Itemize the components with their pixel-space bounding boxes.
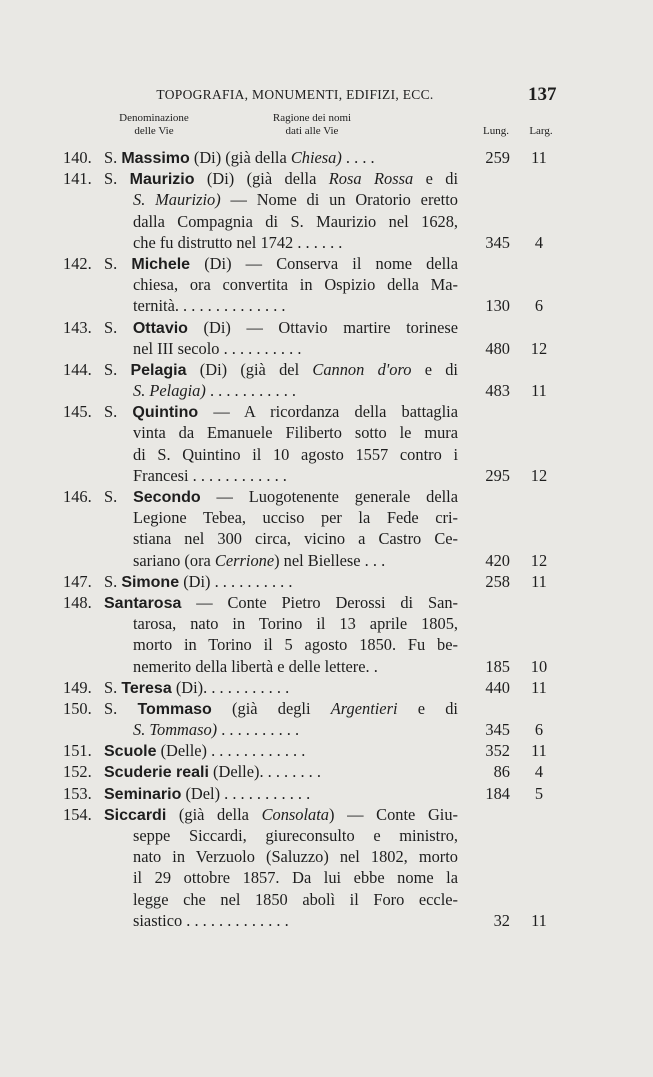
entry-text-segment: ternità. . . . . . . . . . . . . . xyxy=(133,296,286,316)
width-value: 11 xyxy=(531,741,547,761)
entry-continuation-line xyxy=(0,867,653,888)
entry-text xyxy=(133,867,458,888)
entry-text-segment: (Del) . . . . . . . . . . . xyxy=(181,783,311,803)
street-name: Massimo xyxy=(121,150,190,167)
entry-text-segment: . . . . . . . . . . xyxy=(217,720,300,740)
entry-text-segment: S. xyxy=(104,359,131,379)
entry-text-segment: S. xyxy=(104,571,122,591)
entry-continuation-line xyxy=(0,295,653,316)
entry-continuation-line xyxy=(0,380,653,401)
entry-continuation-line xyxy=(0,211,653,232)
street-entry xyxy=(0,317,653,359)
street-entry xyxy=(0,486,653,571)
entry-first-line xyxy=(0,168,653,189)
entry-first-line xyxy=(0,592,653,613)
entry-text xyxy=(133,889,458,910)
entry-number: 154. xyxy=(63,804,92,824)
entry-text xyxy=(104,761,458,783)
entry-text-segment: (Delle). . . . . . . . xyxy=(208,762,321,782)
entry-continuation-line xyxy=(0,889,653,910)
entry-continuation-line xyxy=(0,338,653,359)
entry-continuation-line xyxy=(0,846,653,867)
street-name: Siccardi xyxy=(104,806,167,824)
length-value: 352 xyxy=(485,741,510,761)
entry-text xyxy=(104,740,458,762)
former-name: Rosa Rossa xyxy=(328,169,414,189)
entry-number: 148. xyxy=(63,592,92,612)
street-name: Maurizio xyxy=(129,171,195,189)
former-name: Argentieri xyxy=(330,698,398,718)
entry-continuation-line xyxy=(0,613,653,634)
entry-text-segment: sariano (ora xyxy=(133,550,215,570)
entry-first-line xyxy=(0,761,653,782)
entry-first-line xyxy=(0,317,653,338)
width-value: 11 xyxy=(531,148,547,167)
entry-number: 153. xyxy=(63,783,92,803)
entry-first-line xyxy=(0,486,653,507)
entry-continuation-line xyxy=(0,422,653,443)
entry-text-segment: di S. Quintino il 10 agosto 1557 contro i xyxy=(133,444,458,464)
entry-text-segment: (Di) — Conserva il nome della xyxy=(190,253,458,273)
street-entry xyxy=(0,698,653,740)
width-value: 11 xyxy=(531,381,547,401)
length-value: 483 xyxy=(485,381,510,401)
street-name: Simone xyxy=(121,573,180,591)
entry-text xyxy=(104,677,458,699)
former-name: Cerrione xyxy=(214,550,275,570)
length-value: 86 xyxy=(493,762,510,782)
entry-number: 147. xyxy=(63,571,92,591)
length-value: 184 xyxy=(485,783,510,803)
entry-text-segment: S. xyxy=(104,677,122,697)
entry-text-segment: S. xyxy=(104,253,132,273)
former-name: S. Pelagia) xyxy=(133,381,206,401)
width-value: 12 xyxy=(530,550,548,570)
entry-first-line xyxy=(0,147,653,168)
entry-text-segment: (già della xyxy=(166,804,262,824)
page-number: 137 xyxy=(528,84,557,105)
length-value: 345 xyxy=(485,232,510,252)
entry-text xyxy=(133,338,458,359)
entry-continuation-line xyxy=(0,528,653,549)
width-value: 11 xyxy=(531,677,547,697)
street-name: Secondo xyxy=(133,489,201,506)
entry-text-segment: Legione Tebea, ucciso per la Fede cri- xyxy=(133,508,458,528)
entry-first-line xyxy=(0,698,653,719)
entry-number: 150. xyxy=(63,698,92,718)
entry-number: 149. xyxy=(63,677,92,697)
street-entry-list xyxy=(0,147,653,931)
street-entry xyxy=(0,168,653,253)
street-name: Ottavio xyxy=(132,319,188,337)
entry-text-segment: S. xyxy=(104,317,133,337)
entry-text xyxy=(104,147,458,169)
entry-first-line xyxy=(0,740,653,761)
entry-text xyxy=(104,401,458,423)
entry-text-segment: il 29 ottobre 1857. Da lui ebbe nome la xyxy=(133,868,458,888)
length-value: 259 xyxy=(485,148,510,167)
width-value: 6 xyxy=(534,720,544,740)
entry-text-segment: morto in Torino il 5 agosto 1850. Fu be- xyxy=(133,635,458,655)
entry-text xyxy=(104,253,458,275)
street-entry xyxy=(0,592,653,677)
length-value: 295 xyxy=(485,465,510,485)
entry-text xyxy=(133,422,458,443)
street-entry xyxy=(0,783,653,804)
width-value: 5 xyxy=(534,783,544,803)
street-entry xyxy=(0,359,653,401)
street-name: Seminario xyxy=(104,785,182,803)
column-header-ragione: Ragione dei nomi dati alle Vie xyxy=(272,112,352,137)
entry-text xyxy=(133,846,458,867)
entry-number: 145. xyxy=(63,402,92,422)
street-name: Santarosa xyxy=(104,594,182,612)
entry-number: 146. xyxy=(63,487,92,506)
width-value: 11 xyxy=(531,571,547,591)
entry-first-line xyxy=(0,359,653,380)
length-value: 258 xyxy=(485,571,510,591)
entry-number: 151. xyxy=(63,741,92,761)
entry-text-segment: S. xyxy=(104,698,138,718)
entry-text xyxy=(133,274,458,295)
entry-text-segment: ) nel Biellese . . . xyxy=(274,550,386,570)
column-header-lung: Lung. xyxy=(483,125,509,137)
length-value: 32 xyxy=(493,910,510,930)
entry-continuation-line xyxy=(0,825,653,846)
street-name: Scuderie reali xyxy=(104,764,209,782)
entry-number: 141. xyxy=(63,169,92,189)
entry-text-segment: legge che nel 1850 abolì il Foro eccle- xyxy=(133,889,458,909)
entry-text xyxy=(133,444,458,465)
entry-text xyxy=(133,189,458,210)
width-value: 12 xyxy=(530,338,548,358)
former-name: Consolata xyxy=(261,804,329,824)
length-value: 185 xyxy=(485,656,510,676)
street-name: Scuole xyxy=(104,743,157,761)
entry-text-segment: (Di) (già del xyxy=(186,359,313,379)
entry-continuation-line xyxy=(0,550,653,571)
street-entry xyxy=(0,147,653,168)
entry-text xyxy=(133,528,458,549)
street-name: Quintino xyxy=(132,404,199,422)
former-name: Cannon d'oro xyxy=(312,359,412,379)
entry-text xyxy=(133,211,458,232)
entry-text-segment: tarosa, nato in Torino il 13 aprile 1805, xyxy=(133,614,458,634)
entry-text xyxy=(133,656,458,677)
entry-text-segment: (Di) (già della xyxy=(194,169,329,189)
entry-text-segment: . . . . . . . . . . . xyxy=(205,381,296,401)
entry-number: 142. xyxy=(63,253,92,273)
entry-number: 144. xyxy=(63,359,92,379)
entry-text-segment: S. xyxy=(104,487,134,506)
street-entry xyxy=(0,571,653,592)
entry-continuation-line xyxy=(0,232,653,253)
column-header-denominazione: Denominazione delle Vie xyxy=(119,112,189,137)
entry-text-segment: (Delle) . . . . . . . . . . . . xyxy=(156,741,306,761)
length-value: 480 xyxy=(485,338,510,358)
entry-text-segment: — Luogotenente generale della xyxy=(200,487,458,506)
entry-text xyxy=(104,359,458,381)
width-value: 12 xyxy=(530,465,548,485)
entry-continuation-line xyxy=(0,910,653,931)
entry-text-segment: — A ricordanza della battaglia xyxy=(198,402,458,422)
street-name: Tommaso xyxy=(137,700,212,718)
street-entry xyxy=(0,761,653,782)
entry-text-segment: (Di). . . . . . . . . . . xyxy=(171,677,290,697)
entry-text xyxy=(104,486,458,508)
running-title: TOPOGRAFIA, MONUMENTI, EDIFIZI, ECC. xyxy=(156,87,434,102)
entry-text-segment: nato in Verzuolo (Saluzzo) nel 1802, morto xyxy=(133,847,458,867)
entry-text-segment: stiana nel 300 circa, vicino a Castro Ce- xyxy=(133,529,458,549)
entry-first-line xyxy=(0,677,653,698)
entry-text-segment: siastico . . . . . . . . . . . . . xyxy=(133,910,289,930)
street-name: Michele xyxy=(131,255,191,273)
entry-text xyxy=(104,783,458,805)
entry-text xyxy=(104,317,458,339)
entry-text-segment: (Di) — Ottavio martire torinese xyxy=(187,317,458,337)
entry-text-segment: — Conte Pietro Derossi di San- xyxy=(181,592,458,612)
former-name: S. Maurizio) xyxy=(133,190,221,210)
entry-text xyxy=(133,295,458,316)
entry-continuation-line xyxy=(0,719,653,740)
entry-continuation-line xyxy=(0,274,653,295)
entry-text-segment: chiesa, ora convertita in Ospizio della Ma- xyxy=(133,275,458,295)
length-value: 130 xyxy=(485,296,510,316)
street-name: Teresa xyxy=(121,679,172,697)
entry-text-segment: (già degli xyxy=(211,698,331,718)
entry-first-line xyxy=(0,804,653,825)
street-name: Pelagia xyxy=(130,361,187,379)
entry-text-segment: . . . . xyxy=(341,148,375,167)
entry-text xyxy=(133,550,458,571)
entry-text-segment: ) — Conte Giu- xyxy=(328,804,458,824)
width-value: 4 xyxy=(534,232,544,252)
former-name: Chiesa) xyxy=(290,148,342,167)
entry-continuation-line xyxy=(0,507,653,528)
entry-text xyxy=(104,592,458,614)
entry-text xyxy=(133,380,458,401)
entry-text-segment: seppe Siccardi, giureconsulto e ministro, xyxy=(133,826,458,845)
street-entry xyxy=(0,253,653,317)
entry-text-segment: nemerito della libertà e delle lettere. . xyxy=(133,656,378,676)
entry-continuation-line xyxy=(0,465,653,486)
entry-text xyxy=(133,465,458,486)
entry-text-segment: che fu distrutto nel 1742 . . . . . . xyxy=(133,232,343,252)
length-value: 440 xyxy=(485,677,510,697)
entry-text xyxy=(133,232,458,253)
entry-text-segment: e di xyxy=(413,169,458,189)
width-value: 4 xyxy=(534,762,544,782)
entry-text-segment: nel III secolo . . . . . . . . . . xyxy=(133,338,302,358)
entry-text xyxy=(133,507,458,528)
entry-first-line xyxy=(0,253,653,274)
entry-text-segment: dalla Compagnia di S. Maurizio nel 1628, xyxy=(133,211,458,231)
entry-first-line xyxy=(0,401,653,422)
entry-text xyxy=(133,613,458,634)
street-entry xyxy=(0,401,653,486)
entry-number: 140. xyxy=(63,148,92,167)
entry-text-segment: Francesi . . . . . . . . . . . . xyxy=(133,465,287,485)
entry-text xyxy=(133,634,458,655)
entry-number: 152. xyxy=(63,762,92,782)
entry-text-segment: vinta da Emanuele Filiberto sotto le mura xyxy=(133,423,458,443)
entry-text xyxy=(104,698,458,720)
entry-text-segment: S. xyxy=(104,148,122,167)
street-entry xyxy=(0,677,653,698)
length-value: 345 xyxy=(485,720,510,740)
entry-text-segment: e di xyxy=(397,698,458,718)
width-value: 11 xyxy=(531,910,547,930)
width-value: 6 xyxy=(534,296,544,316)
entry-text-segment: (Di) (già della xyxy=(189,148,291,167)
entry-text-segment: S. xyxy=(104,402,133,422)
entry-text xyxy=(133,719,458,740)
entry-continuation-line xyxy=(0,656,653,677)
street-entry xyxy=(0,804,653,931)
entry-text-segment: — Nome di un Oratorio eretto xyxy=(220,190,458,210)
entry-continuation-line xyxy=(0,189,653,210)
entry-text xyxy=(133,910,458,931)
width-value: 10 xyxy=(530,656,548,676)
entry-first-line xyxy=(0,783,653,804)
entry-text-segment: S. xyxy=(104,169,130,189)
entry-text xyxy=(104,571,458,593)
length-value: 420 xyxy=(485,550,510,570)
entry-text xyxy=(104,804,458,826)
entry-first-line xyxy=(0,571,653,592)
street-entry xyxy=(0,740,653,761)
entry-text xyxy=(104,168,458,190)
entry-text xyxy=(133,825,458,846)
former-name: S. Tommaso) xyxy=(133,720,218,740)
entry-text-segment: e di xyxy=(411,359,458,379)
entry-continuation-line xyxy=(0,444,653,465)
entry-continuation-line xyxy=(0,634,653,655)
entry-text-segment: (Di) . . . . . . . . . . xyxy=(179,571,293,591)
column-header-larg: Larg. xyxy=(529,125,553,137)
entry-number: 143. xyxy=(63,317,92,337)
